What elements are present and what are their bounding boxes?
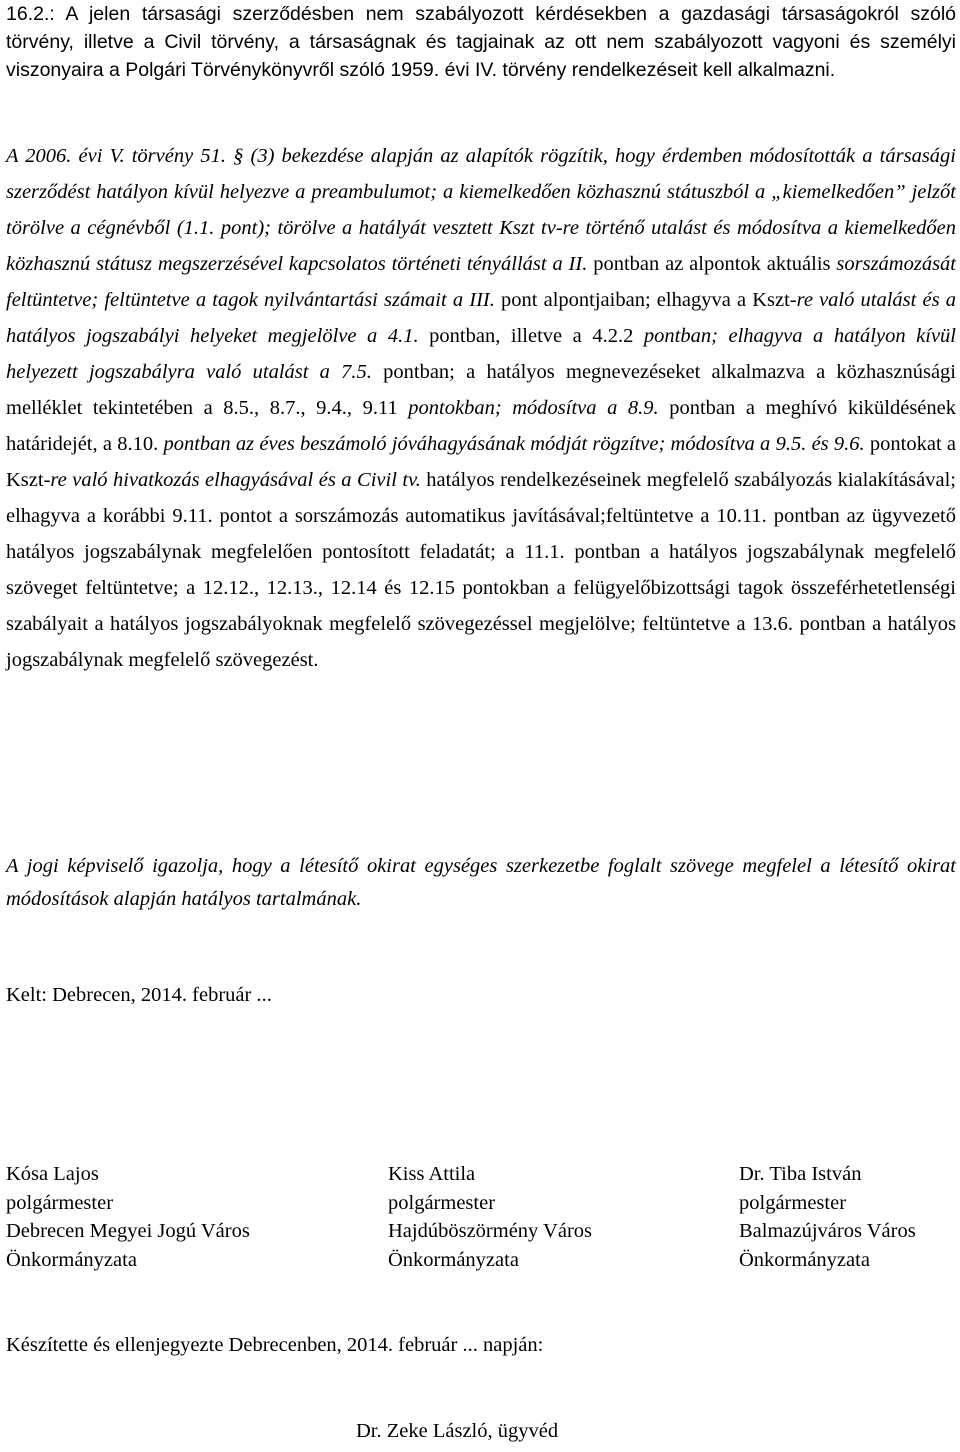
amendment-text-segment: re való utalást és a hatályos jogszabályi helyeket megjelölve a 4.1. <box>6 289 956 347</box>
signatory-organization: Hajdúböszörmény Város <box>388 1220 593 1242</box>
signatory-organization-suffix: Önkormányzata <box>6 1248 137 1271</box>
lawyer-signature-name: Dr. Zeke László, ügyvéd <box>356 1420 559 1442</box>
amendment-text-segment: re való hivatkozás elhagyásával és a Civil tv. <box>50 469 427 491</box>
legal-representative-statement: A jogi képviselő igazolja, hogy a létesítő okirat egységes szerkezetbe foglalt szövege megfelel a létesítő okirat módosítások alapján hatályos tartalmának. <box>6 855 956 910</box>
amendment-text-segment: pontban az éves beszámoló jóváhagyásának módját rögzítve; módosítva a 9.5. és 9.6. <box>163 433 870 455</box>
date-place-line: Kelt: Debrecen, 2014. február ... <box>6 984 272 1006</box>
signatory-title: polgármester <box>6 1191 114 1214</box>
signatory-block <box>388 1160 592 1274</box>
signatory-organization: Balmazújváros Város <box>739 1220 916 1242</box>
signatory-title: polgármester <box>388 1191 496 1214</box>
amendment-text-segment: sorszámozását feltüntetve; feltüntetve a tagok nyilvántartási számait a III. <box>6 253 957 311</box>
amendment-text-segment: pont alpontjaiban; elhagyva a Kszt- <box>501 289 797 311</box>
amendment-text-segment: A 2006. évi V. törvény 51. § (3) bekezdése alapján az alapítók rögzítik, hogy érdemben módosították a társasági szerződést hatályon kívül helyezve a preambulumot; a kiemelkedően közhasznú státuszból a „kiemelkedően” jelzőt törölve a cégnévből (1.1. pont); törölve a hatályát vesztett Kszt tv-re történő utalást és módosítva a kiemelkedően közhasznú státusz megszerzésével kapcsolatos történeti tényállást a II. <box>6 145 956 275</box>
signatory-block <box>6 1160 250 1274</box>
amendment-text-segment: pontban a meghívó kiküldésének határidejét, a 8.10. <box>6 397 956 455</box>
paragraph-legal-representative <box>6 850 956 916</box>
amendment-text-segment: hatályos rendelkezéseinek megfelelő szabályozás kialakításával; elhagyva a korábbi 9.11. pontot a sorszámozás automatikus javításával;feltüntetve a 10.11. pontban az ügyvezető hatályos jogszabálynak megfelelően pontosított feladatát; a 11.1. pontban a hatályos jogszabálynak megfelelő szöveget feltüntetve; a 12.12., 12.13., 12.14 és 12.15 pontokban a felügyelőbizottsági tagok összeférhetetlenségi szabályait a hatályos jogszabályoknak megfelelő szövegezéssel megjelölve; feltüntetve a 13.6. pontban a hatályos jogszabálynak megfelelő szövegezést. <box>6 469 956 671</box>
signatory-name: Dr. Tiba István <box>739 1163 862 1185</box>
signatory-name: Kósa Lajos <box>6 1163 99 1185</box>
signatory-organization-suffix: Önkormányzata <box>388 1248 519 1271</box>
signatory-organization: Debrecen Megyei Jogú Város <box>6 1220 250 1242</box>
amendment-text-segment: pontban; a hatályos megnevezéseket alkalmazva a közhasznúsági melléklet tekintetében a 8.5., 8.7., 9.4., 9.11 <box>6 361 956 419</box>
amendment-text-segment: pontban, illetve a 4.2.2 <box>429 325 644 347</box>
signatory-title: polgármester <box>739 1191 847 1214</box>
amendment-text-segment: pontokban; módosítva a 8.9. <box>408 397 670 419</box>
amendment-text-segment: pontban az alpontok aktuális <box>593 253 831 275</box>
paragraph-amendments <box>6 138 956 678</box>
signatory-block <box>739 1160 916 1274</box>
prepared-by-line: Készítette és ellenjegyezte Debrecenben, 2014. február ... napján: <box>6 1334 544 1356</box>
amendment-text-segment: pontokat a Kszt- <box>6 433 956 491</box>
amendment-text-segment: pontban; elhagyva a hatályon kívül helyezett jogszabályra való utalást a 7.5. <box>6 325 956 383</box>
signatory-organization-suffix: Önkormányzata <box>739 1248 870 1271</box>
signatory-name: Kiss Attila <box>388 1163 476 1185</box>
paragraph-general-provisions: 16.2.: A jelen társasági szerződésben nem szabályozott kérdésekben a gazdasági társaságokról szóló törvény, illetve a Civil törvény, a társaságnak és tagjainak az ott nem szabályozott vagyoni és személyi viszonyaira a Polgári Törvénykönyvről szóló 1959. évi IV. törvény rendelkezéseit kell alkalmazni. <box>6 3 956 81</box>
